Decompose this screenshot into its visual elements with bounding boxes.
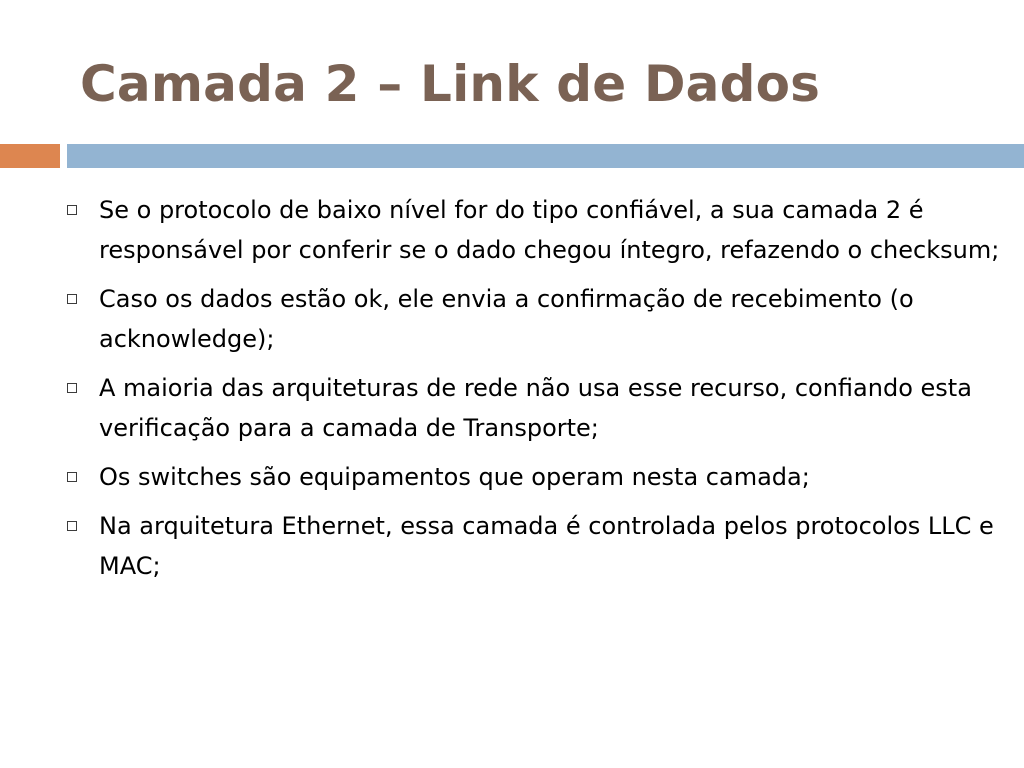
bullet-item [64, 457, 1008, 497]
hollow-square-bullet-icon [67, 205, 77, 215]
bullet-item [64, 368, 1008, 448]
bullet-text: Se o protocolo de baixo nível for do tipo confiável, a sua camada 2 é responsável por conferir se o dado chegou íntegro, refazendo o checksum; [99, 196, 1000, 264]
bullet-list [64, 190, 1008, 595]
hollow-square-bullet-icon [67, 383, 77, 393]
bullet-item [64, 279, 1008, 359]
blue-accent-bar [67, 144, 1024, 168]
bullet-text: Caso os dados estão ok, ele envia a confirmação de recebimento (o acknowledge); [99, 285, 914, 353]
bullet-item [64, 190, 1008, 270]
slide-title: Camada 2 – Link de Dados [80, 55, 821, 113]
orange-accent-bar [0, 144, 60, 168]
bullet-item [64, 506, 1008, 586]
hollow-square-bullet-icon [67, 521, 77, 531]
bullet-text: Na arquitetura Ethernet, essa camada é controlada pelos protocolos LLC e MAC; [99, 512, 994, 580]
bullet-text: A maioria das arquiteturas de rede não usa esse recurso, confiando esta verificação para a camada de Transporte; [99, 374, 972, 442]
bullet-text: Os switches são equipamentos que operam nesta camada; [99, 463, 810, 491]
hollow-square-bullet-icon [67, 294, 77, 304]
hollow-square-bullet-icon [67, 472, 77, 482]
